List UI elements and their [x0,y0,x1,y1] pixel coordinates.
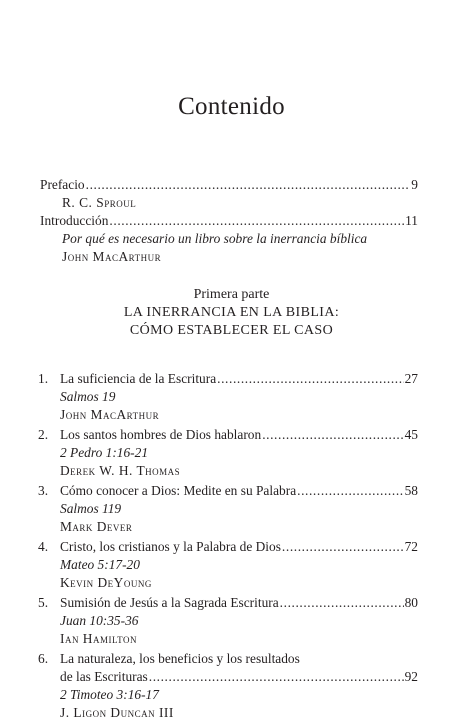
chapter-author: Ian Hamilton [60,631,137,646]
chapter-author: Derek W. H. Thomas [60,463,181,478]
part-title-line-2: CÓMO ESTABLECER EL CASO [129,323,334,338]
chapter-number: 4. [38,539,49,554]
part-heading [0,286,463,340]
toc-chapter-1[interactable] [38,370,418,424]
toc-entry-page: 11 [405,213,418,228]
toc-entry-title: Introducción [40,213,109,228]
dot-leader [280,594,404,612]
chapter-title: de las Escrituras [60,669,148,684]
chapter-page: 72 [404,539,418,554]
toc-chapter-2[interactable] [38,426,418,480]
chapter-scripture: Salmos 19 [60,389,116,404]
toc-entry-line [40,212,418,230]
chapter-number: 6. [38,651,49,666]
chapter-page: 80 [404,595,418,610]
toc-entry-line [38,370,418,388]
chapter-page: 58 [404,483,418,498]
toc-entry-author: R. C. Sproul [62,195,137,210]
toc-chapter-4[interactable] [38,538,418,592]
dot-leader [262,426,403,444]
toc-entry-line [38,482,418,500]
chapter-number: 1. [38,371,49,386]
chapter-author: Kevin DeYoung [60,575,152,590]
chapter-title: Los santos hombres de Dios hablaron [60,427,262,442]
toc-entry-line [38,650,418,668]
chapter-scripture: Salmos 119 [60,501,122,516]
chapter-title: La suficiencia de la Escritura [60,371,217,386]
chapter-title: Cristo, los cristianos y la Palabra de Dios [60,539,281,554]
chapter-author: J. Ligon Duncan III [60,705,174,720]
toc-entry-line [38,668,418,686]
toc-chapter-6[interactable] [38,650,418,722]
part-label: Primera parte [193,287,270,302]
dot-leader [109,212,404,230]
chapter-scripture: Mateo 5:17-20 [60,557,140,572]
toc-entry-title: Prefacio [40,177,85,192]
chapter-page: 92 [404,669,418,684]
toc-entry-author: John MacArthur [62,249,162,264]
toc-entry-subtitle: Por qué es necesario un libro sobre la inerrancia bíblica [62,231,368,246]
chapter-title-line-1: La naturaleza, los beneficios y los resultados [60,651,300,666]
part-title-line-1: LA INERRANCIA EN LA BIBLIA: [123,305,340,320]
toc-chapter-5[interactable] [38,594,418,648]
dot-leader [297,482,403,500]
chapter-scripture: 2 Pedro 1:16-21 [60,445,149,460]
chapter-title: Cómo conocer a Dios: Medite en su Palabra [60,483,297,498]
dot-leader [86,176,411,194]
chapter-author: Mark Dever [60,519,133,534]
chapter-title: Sumisión de Jesús a la Sagrada Escritura [60,595,279,610]
chapter-page: 27 [404,371,418,386]
toc-entry-introduccion[interactable] [40,212,418,266]
toc-entry-line [38,538,418,556]
toc-entry-line [40,176,418,194]
chapter-number: 2. [38,427,49,442]
chapter-number: 3. [38,483,49,498]
toc-entry-line [38,426,418,444]
dot-leader [217,370,403,388]
chapter-scripture: Juan 10:35-36 [60,613,139,628]
toc-entry-page: 9 [411,177,418,192]
toc-entry-line [38,594,418,612]
dot-leader [149,668,404,686]
toc-chapter-3[interactable] [38,482,418,536]
dot-leader [282,538,404,556]
chapter-number: 5. [38,595,49,610]
chapter-author: John MacArthur [60,407,160,422]
chapter-scripture: 2 Timoteo 3:16-17 [60,687,159,702]
page-title: Contenido [178,93,285,120]
chapter-page: 45 [404,427,418,442]
toc-entry-prefacio[interactable] [40,176,418,212]
